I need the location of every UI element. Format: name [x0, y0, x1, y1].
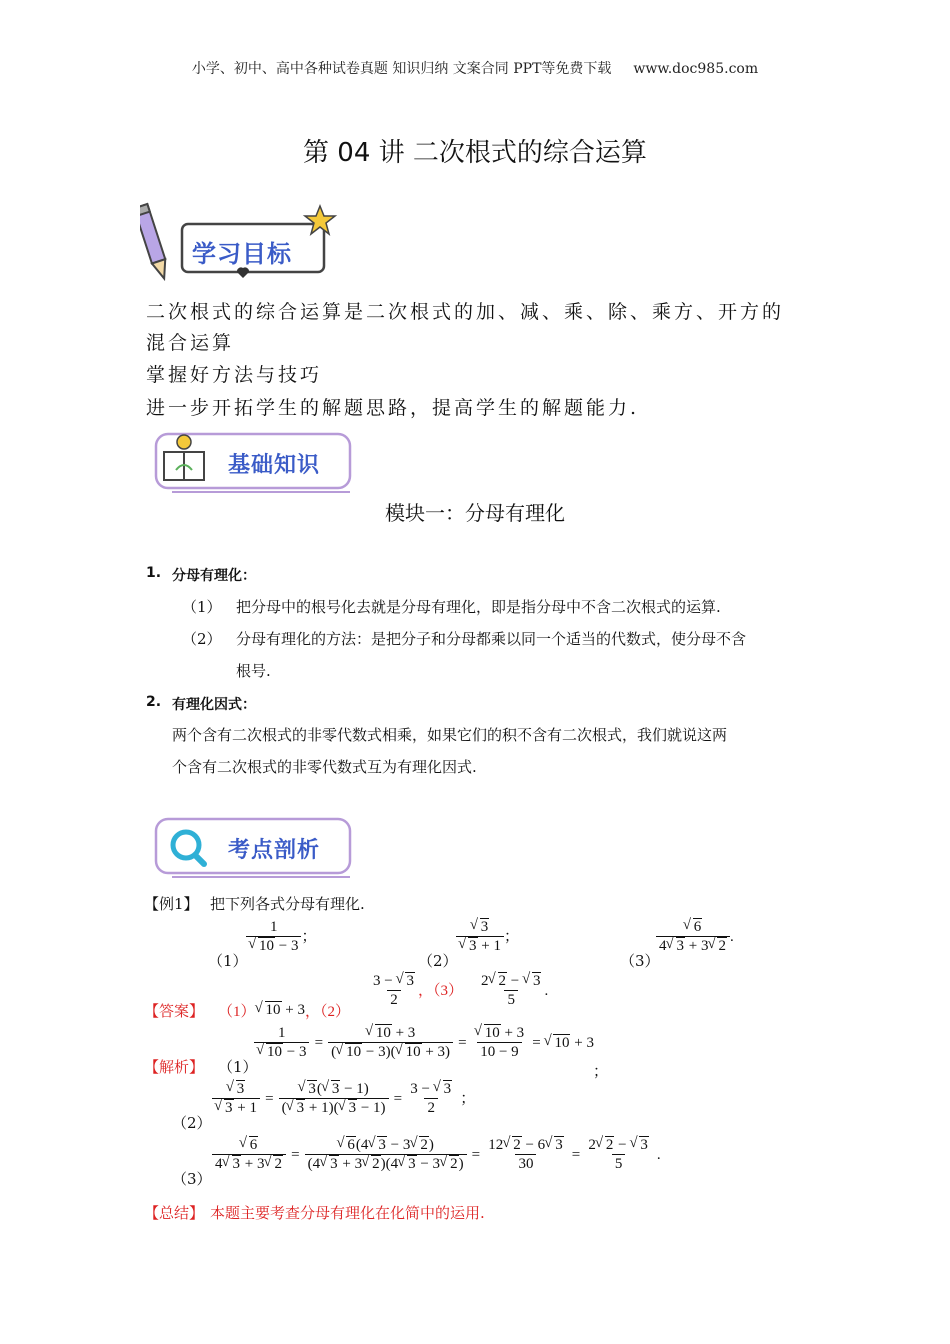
section2-text2: 个含有二次根式的非零代数式互为有理化因式.: [172, 758, 477, 776]
example-prompt: 把下列各式分母有理化.: [210, 895, 365, 913]
analysis-2-label: （2）: [172, 1114, 212, 1132]
section1-item2-text2: 根号.: [236, 662, 271, 680]
page-header: [0, 58, 950, 78]
section1-heading: 分母有理化：: [172, 568, 256, 584]
analysis-1-expr: 1 √ 10 − 3 = √ $\frac{10 + 3}{(√ 10 - 3)(√ 10 + 3)}$ = √ $\frac{10 + 3}{10 - 9}$ = √ 10 + 3: [254, 1024, 594, 1061]
analysis-3-label: （3）: [172, 1170, 212, 1188]
analysis-2-expr: √ 3 √ 3 + 1 = √ $\frac{3(√ 3 - 1)}{(√ 3 + 1)(√ 3 - 1)}$ = $\frac{3 - √ 3}{2}$ ；: [212, 1080, 475, 1117]
goal-line-2: 混合运算: [146, 332, 235, 354]
section2-text1: 两个含有二次根式的非零代数式相乘，如果它们的积不含有二次根式，我们就说这两: [172, 726, 728, 744]
answer-expr: （1）√ 10 + 3，（2）: [218, 1000, 350, 1021]
problem-2-expr: √ 3 √ 3 + 1 ；: [456, 918, 519, 955]
section1-number: 1.: [146, 565, 162, 581]
analysis-badge: [152, 815, 357, 881]
section1-item1-text: 把分母中的根号化去就是分母有理化，即是指分母中不含二次根式的运算.: [236, 598, 721, 616]
section2-heading: 有理化因式：: [172, 697, 256, 713]
summary-text: 本题主要考查分母有理化在化简中的运用.: [210, 1204, 485, 1222]
answer-3-frac: $\frac{2√ 2 - √ 3}{5}$ .: [478, 972, 548, 1009]
basics-badge: [152, 430, 357, 496]
header-text: 小学、初中、高中各种试卷真题 知识归纳 文案合同 PPT等免费下载: [191, 61, 612, 77]
section1-item2-no: （2）: [182, 630, 222, 648]
problem-2-label: （2）: [418, 952, 458, 970]
example-tag: 【例1】: [144, 895, 199, 913]
goals-badge-label: 学习目标: [192, 240, 292, 268]
answer-tag: 【答案】: [144, 1002, 205, 1020]
header-site[interactable]: www.doc985.com: [633, 61, 759, 77]
problem-3-label: （3）: [620, 952, 660, 970]
basics-badge-label: 基础知识: [228, 453, 321, 478]
problem-1-expr: 1 √ 10 − 3 ；: [246, 918, 316, 955]
module-title: 模块一：分母有理化: [385, 501, 565, 525]
page-title: 第 04 讲 二次根式的综合运算: [303, 138, 647, 168]
section1-item2-text1: 分母有理化的方法：是把分子和分母都乘以同一个适当的代数式，使分母不含: [236, 630, 747, 648]
summary-tag: 【总结】: [144, 1204, 205, 1222]
answer-2-frac: $\frac{3 - √ 3}{2}$ ，（3）: [370, 972, 463, 1009]
analysis-badge-label: 考点剖析: [228, 838, 321, 863]
goal-line-3: 掌握好方法与技巧: [146, 364, 323, 386]
problem-1-label: （1）: [208, 952, 248, 970]
section1-item1-no: （1）: [182, 598, 222, 616]
analysis-3-expr: √ $\frac{6}{4√ 3 + 3√ 2}$ = √ $\frac{6(4√ 3 - 3√ 2)}{(4√ 3 + 3√ 2)(4√ 3 - 3√ 2)}$ = $\frac{12√ 2 - 6√ 3}{30}$ = $\frac{2√ 2 - √ 3}{5}$ .: [212, 1136, 661, 1173]
analysis-1-label: （1）: [218, 1058, 258, 1076]
goals-badge: [140, 198, 340, 288]
goal-line-4: 进一步开拓学生的解题思路，提高学生的解题能力.: [146, 397, 640, 419]
problem-3-expr: √ $\frac{6}{4√ 3 + 3√ 2}$ .: [656, 918, 734, 955]
goal-line-1: 二次根式的综合运算是二次根式的加、减、乘、除、乘方、开方的: [146, 301, 785, 323]
analysis-1-end: ；: [593, 1064, 609, 1080]
analysis-tag: 【解析】: [144, 1058, 205, 1076]
section2-number: 2.: [146, 694, 162, 710]
